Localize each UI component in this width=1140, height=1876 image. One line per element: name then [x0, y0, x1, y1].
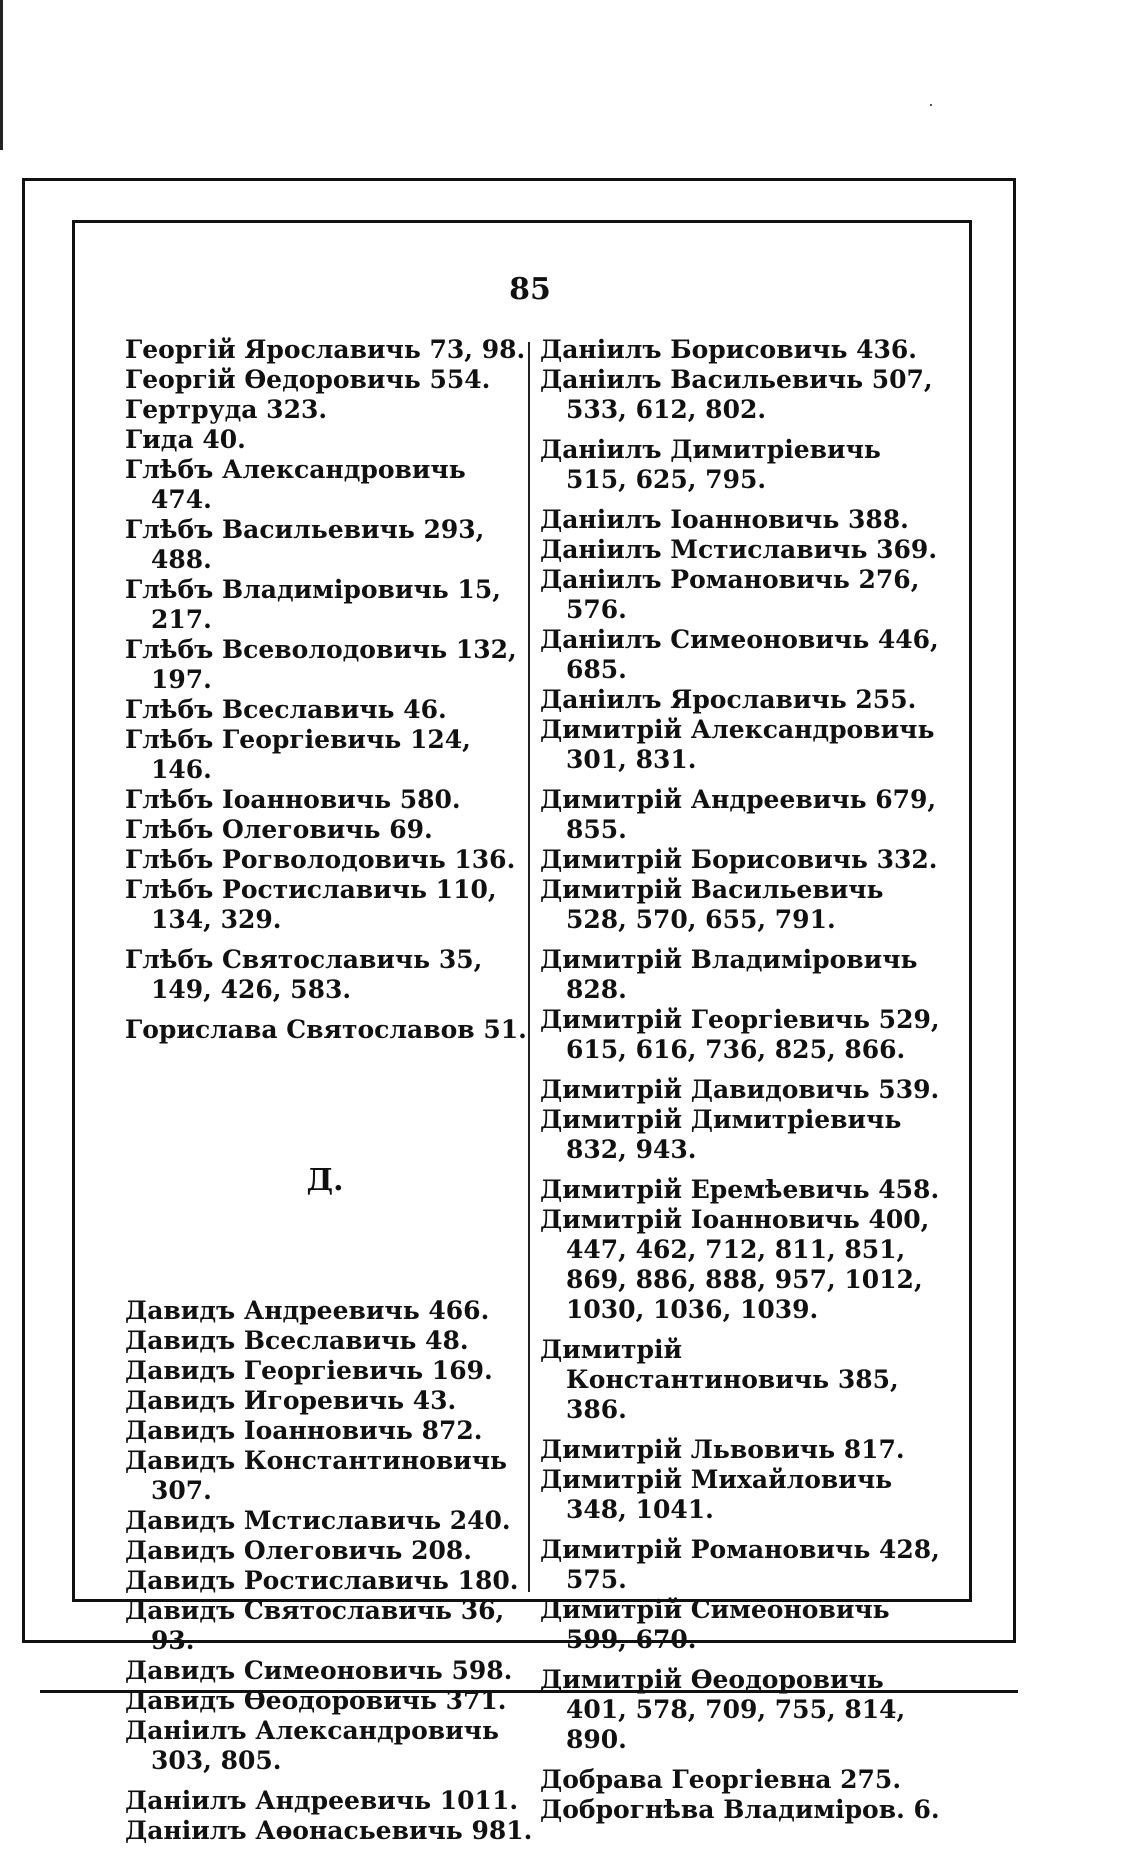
index-entry: Давидъ Георгіевичь 169. — [125, 1356, 493, 1385]
index-entry: Димитрій Владиміровичь 828. — [540, 945, 918, 1004]
index-entry: Димитрій Іоанновичь 400, 447, 462, 712, 811, 851, 869, 886, 888, 957, 1012, 1030, 1036, 1039. — [540, 1205, 930, 1324]
index-entry: Давидъ Симеоновичь 598. — [125, 1656, 513, 1685]
left-column — [125, 335, 535, 1846]
index-entry: Давидъ Всеславичь 48. — [125, 1326, 469, 1355]
index-entry: Горислава Святославов 51. — [125, 1015, 527, 1044]
index-entry: Георгій Өедоровичь 554. — [125, 365, 491, 394]
index-entry: Глѣбъ Георгіевичь 124, 146. — [125, 725, 471, 784]
index-entry: Димитрій Симеоновичь 599, 670. — [540, 1595, 890, 1654]
index-entry: Даніилъ Романовичь 276, 576. — [540, 565, 920, 624]
index-entry: Глѣбъ Александровичь 474. — [125, 455, 466, 514]
index-entry: Давидъ Игоревичь 43. — [125, 1386, 457, 1415]
index-entry: Доброгнѣва Владиміров. 6. — [540, 1795, 940, 1824]
index-entry: Димитрій Өеодоровичь 401, 578, 709, 755, 814, 890. — [540, 1665, 906, 1754]
index-entry: Давидъ Өеодоровичь 371. — [125, 1686, 507, 1715]
index-entry: Даніилъ Мстиславичь 369. — [540, 535, 938, 564]
scan-speck — [930, 104, 932, 106]
index-entry: Глѣбъ Рогволодовичь 136. — [125, 845, 516, 874]
index-entry: Глѣбъ Олеговичь 69. — [125, 815, 433, 844]
index-entry: Глѣбъ Ростиславичь 110, 134, 329. — [125, 875, 497, 934]
index-entry: Добрава Георгіевна 275. — [540, 1765, 902, 1794]
index-entry: Даніилъ Борисовичь 436. — [540, 335, 918, 364]
section-letter: Д. — [306, 1163, 344, 1198]
index-entry: Даніилъ Аөонасьевичь 981. — [125, 1816, 533, 1845]
index-entry: Давидъ Ростиславичь 180. — [125, 1566, 519, 1595]
index-entry: Димитрій Константиновичь 385, 386. — [540, 1335, 899, 1424]
index-entry: Димитрій Борисовичь 332. — [540, 845, 938, 874]
index-entry: Даніилъ Андреевичь 1011. — [125, 1786, 519, 1815]
index-entry: Димитрій Романовичь 428, 575. — [540, 1535, 940, 1594]
index-entry: Даніилъ Димитріевичь 515, 625, 795. — [540, 435, 881, 494]
index-entry: Димитрій Димитріевичь 832, 943. — [540, 1105, 902, 1164]
index-entry: Давидъ Константиновичь 307. — [125, 1446, 507, 1505]
index-entry: Давидъ Андреевичь 466. — [125, 1296, 490, 1325]
index-entry: Димитрій Михайловичь 348, 1041. — [540, 1465, 893, 1524]
index-entry: Глѣбъ Іоанновичь 580. — [125, 785, 461, 814]
index-entry: Давидъ Іоанновичь 872. — [125, 1416, 483, 1445]
right-column — [540, 335, 950, 1825]
index-entry: Глѣбъ Всеславичь 46. — [125, 695, 447, 724]
index-entry: Гида 40. — [125, 425, 246, 454]
index-entry: Димитрій Еремѣевичь 458. — [540, 1175, 940, 1204]
index-entry: Димитрій Александровичь 301, 831. — [540, 715, 935, 774]
index-entry: Георгій Ярославичь 73, 98. — [125, 335, 526, 364]
index-entry: Димитрій Андреевичь 679, 855. — [540, 785, 937, 844]
index-entry: Глѣбъ Святославичь 35, 149, 426, 583. — [125, 945, 483, 1004]
index-entry: Даніилъ Ярославичь 255. — [540, 685, 917, 714]
index-entry: Димитрій Георгіевичь 529, 615, 616, 736, 825, 866. — [540, 1005, 940, 1064]
index-entry: Давидъ Святославичь 36, 93. — [125, 1596, 505, 1655]
index-entry: Даніилъ Симеоновичь 446, 685. — [540, 625, 939, 684]
index-entry: Гертруда 323. — [125, 395, 328, 424]
index-entry: Даніилъ Іоанновичь 388. — [540, 505, 909, 534]
page-number: 85 — [509, 272, 551, 307]
index-entry: Даніилъ Александровичь 303, 805. — [125, 1716, 499, 1775]
index-entry: Димитрій Васильевичь 528, 570, 655, 791. — [540, 875, 884, 934]
index-entry: Димитрій Львовичь 817. — [540, 1435, 905, 1464]
index-entry: Димитрій Давидовичь 539. — [540, 1075, 940, 1104]
index-entry: Глѣбъ Всеволодовичь 132, 197. — [125, 635, 517, 694]
index-entry: Даніилъ Васильевичь 507, 533, 612, 802. — [540, 365, 933, 424]
index-entry: Глѣбъ Владиміровичь 15, 217. — [125, 575, 501, 634]
index-entry: Глѣбъ Васильевичь 293, 488. — [125, 515, 485, 574]
index-entry: Давидъ Мстиславичь 240. — [125, 1506, 511, 1535]
scan-edge-mark — [0, 0, 3, 150]
index-entry: Давидъ Олеговичь 208. — [125, 1536, 472, 1565]
